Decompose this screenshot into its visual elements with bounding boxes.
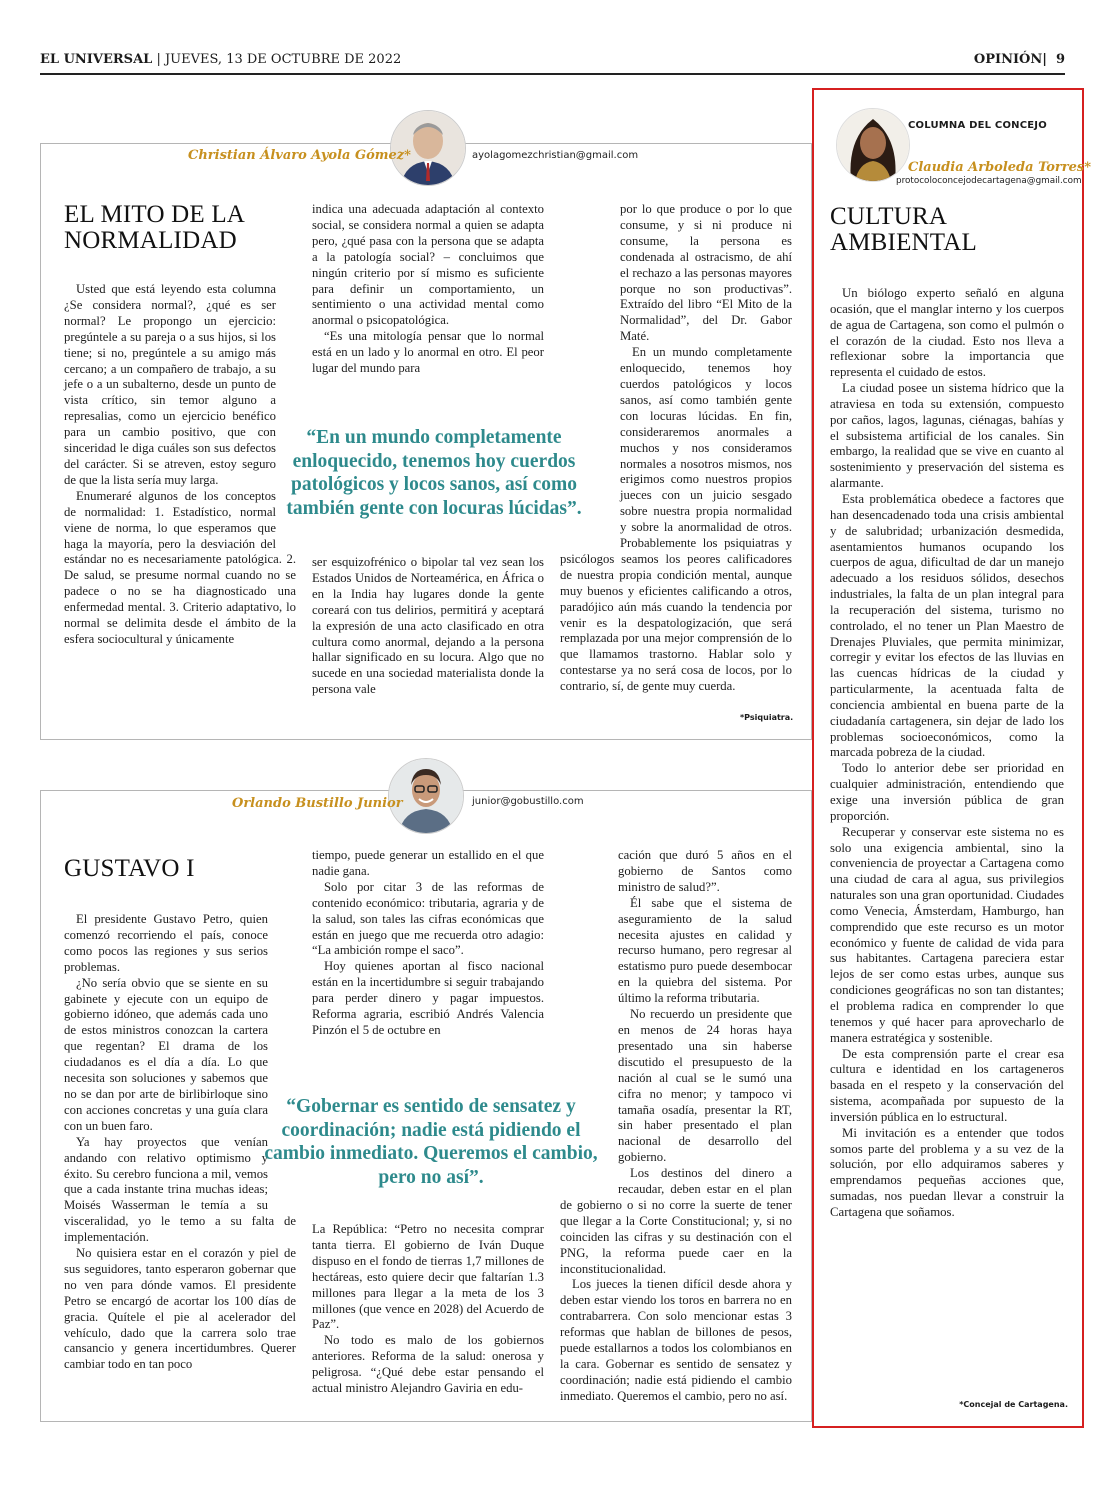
paragraph: Un biólogo experto señaló en alguna ocasión, que el manglar interno y los cuerpos de agua de Cartagena, son como el pulmón o el corazón de la ciudad. Esto nos lleva a reflexionar sobre la importancia que representa el cuidado de estos. bbox=[830, 286, 1064, 380]
paragraph: Solo por citar 3 de las reformas de contenido económico: tributaria, agraria y de la salud, son tales las cifras económicas que están en juego que me recuerda otro adagio: “La ambición rompe el saco”. bbox=[312, 879, 544, 958]
paragraph: Ya hay proyectos que venían andando con relativo optimismo y éxito. Su cerebro funciona a mil, vemos que a cada instante trina muchas ideas; Moisés Wasserman le temía a su visceralidad, yo le temo a su falta de implementación. bbox=[64, 1134, 296, 1245]
author-photo-arboleda bbox=[836, 108, 910, 182]
article1-column-2-top bbox=[312, 202, 544, 410]
author-footnote: *Psiquiatra. bbox=[740, 713, 794, 722]
article2-column-2-bottom bbox=[312, 1222, 544, 1412]
author-email[interactable]: ayolagomezchristian@gmail.com bbox=[472, 150, 639, 161]
headline-line-2: NORMALIDAD bbox=[64, 227, 237, 254]
sidebar-body bbox=[830, 286, 1064, 1396]
column-kicker: COLUMNA DEL CONCEJO bbox=[908, 120, 1047, 131]
paragraph: En un mundo completamente enloquecido, tenemos hoy cuerdos patológicos y locos sanos, así como también gente con locuras lúcidas. En fin, consideraremos anormales a muchos y nos consideramos normales a nosotros mismos, nos erigimos como nuestros propios jueces con un juicio sesgado sobre nuestra propia normalidad y sobre la anormalidad de otros. Probablemente los psiquiatras y psicólogos seamos los peores calificadores de nuestra propia condición mental, aunque muy buenos y eficientes calificando a otros, paradójico aún más cuando la tendencia por venir es la despatologización, que será remplazada por una mejor comprensión de lo que llamamos trastorno. Hablar solo y contestarse ya no será cosa de locos, por lo contrario, sí, de gente muy cuerda. bbox=[560, 345, 792, 694]
article1-column-3 bbox=[560, 202, 792, 722]
paragraph: Recuperar y conservar este sistema no es solo una exigencia ambiental, sino la conveniencia de proyectar a Cartagena como una ciudad de cara al agua, sus privilegios naturales son una gran oportunidad. Ciudades como Venecia, Ámsterdam, Hamburgo, han comprendido que este recurso es un motor económico y fuente de calidad de vida para sus habitantes. Cartagena pareciera estar lejos de ser como estas urbes, aunque sus condiciones geográficas no son tan distantes; el problema radica en comprender lo que tenemos y qué hacer para aprovecharlo de manera estratégica y sostenible. bbox=[830, 824, 1064, 1045]
paragraph: No quisiera estar en el corazón y piel de sus seguidores, tanto esperaron gobernar que no ven para dónde vamos. El presidente Petro se encargó de acortar los 100 días de gracia. Quítele el pie al acelerador del vehículo, dado que la carrera solo trae cansancio y genera incertidumbres. Querer cambiar todo en tan poco bbox=[64, 1246, 296, 1372]
paragraph: La ciudad posee un sistema hídrico que la atraviesa en toda su extensión, compuesto por caños, lagos, lagunas, ciénagas, bahías y el subsistema artificial de los canales. Sin embargo, la realidad que se vive en cuanto al sostenimiento y preservación del sistema es alarmante. bbox=[830, 381, 1064, 491]
author-footnote: *Concejal de Cartagena. bbox=[959, 1400, 1068, 1409]
author-avatar-icon bbox=[837, 109, 909, 181]
headline-line-1: CULTURA bbox=[830, 203, 948, 230]
paragraph: ser esquizofrénico o bipolar tal vez sean los Estados Unidos de Norteamérica, en África o en la India hay lugares donde la gente coreará con tus delirios, permitirá y aceptará la expresión de una acto clasificado en otra cultura como anormal, dejando a la persona hallar significado en su locura. Algo que no sucede en una sociedad materialista donde la persona vale bbox=[312, 555, 544, 697]
headline-line-2: AMBIENTAL bbox=[830, 229, 978, 256]
paragraph: Enumeraré algunos de los conceptos de normalidad: 1. Estadístico, normal viene de norma, lo que esperamos que haga la mayoría, pero la desviación del estándar no es necesariamente patológica. 2. De salud, se presume normal cuando no se padece o no se ha diagnosticado una enfermedad mental. 3. Criterio adaptativo, lo normal se delimita desde el ámbito de la esfera sociocultural y únicamente bbox=[64, 488, 296, 646]
author-email[interactable]: junior@gobustillo.com bbox=[472, 796, 584, 807]
masthead-rule bbox=[40, 73, 1065, 75]
section-label: OPINIÓN| bbox=[973, 52, 1047, 67]
headline-line-1: EL MITO DE LA bbox=[64, 201, 246, 228]
paragraph: No recuerdo un presidente que en menos de 24 horas haya presentado una sin haberse discutido el presupuesto de la nación al cual se le sumó una cifra no menor; y tampoco vi tamaña osadía, presentar la RT, sin haber presentado el plan nacional de desarrollo del gobierno. bbox=[618, 1007, 792, 1165]
paragraph: ¿No sería obvio que se siente en su gabinete y ejecute con un equipo de gobierno idóneo, que además cada uno de estos ministros conozcan la cartera que regentan? El drama de los ciudadanos es el día a día. Lo que necesita son soluciones y sabemos que no se dan por arte de birlibirloque sino con acciones concretas y una guía clara con un buen faro. bbox=[64, 975, 268, 1133]
masthead bbox=[40, 52, 1065, 72]
paragraph: Todo lo anterior debe ser prioridad en cualquier administración, entendiendo que exige una inversión pública de gran proporción. bbox=[830, 761, 1064, 823]
paragraph: Usted que está leyendo esta columna ¿Se considera normal?, ¿qué es ser normal? Le propongo un ejercicio: pregúntele a su pareja o a sus hijos, si los tiene; si no, pregúntele a su amigo más cercano; a un compañero de trabajo, a su jefe o a un subalterno, desde un punto de vista crítico, sin temor alguno a represalias, como un ejercicio benéfico para un cambio positivo, que con sinceridad le diga cuáles son sus defectos del carácter. Si se atreven, estoy seguro de que la lista sería muy larga. bbox=[64, 282, 276, 487]
headline: GUSTAVO I bbox=[64, 855, 195, 882]
paragraph: Mi invitación es a entender que todos somos parte del problema y a su vez de la solución, por ello adquiramos saberes y emprendamos pequeñas acciones que, sumadas, nos puedan llevar a construir la Cartagena que soñamos. bbox=[830, 1125, 1064, 1219]
paragraph: Esta problemática obedece a factores que han desencadenado toda una crisis ambiental y de salubridad; urbanización desmedida, asentamientos humanos ocupando los cuerpos de agua, dificultad de dar un manejo adecuado a los residuos sólidos, desechos industriales, la falta de un plan integral para la recuperación del sistema, turismo no controlado, el no tener un Plan Maestro de Drenajes Pluviales, que permita minimizar, corregir y evitar los efectos de las lluvias en las cuencas hídricas de la ciudad y particularmente, la acentuada falta de conciencia ambiental en buena parte de la ciudadanía cartagenera, sin dejar de lado los problemas socioeconómicos, como la marcada pobreza de la ciudad. bbox=[830, 491, 1064, 760]
headline bbox=[830, 204, 1060, 256]
article2-column-3 bbox=[560, 848, 792, 1408]
paragraph: cación que duró 5 años en el gobierno de Santos como ministro de salud?”. bbox=[618, 848, 792, 894]
paragraph: Él sabe que el sistema de aseguramiento de la salud necesita ajustes en calidad y recurso humano, pero regresar al estatismo puro puede desembocar en la quiebra del sistema. Por último la reforma tributaria. bbox=[618, 895, 792, 1006]
paragraph: De esta comprensión parte el crear esa cultura e identidad en los cartageneros basada en el respeto y la conservación del sistema, acompañada por supuesto de la inversión pública en lo estructural. bbox=[830, 1046, 1064, 1124]
paragraph: tiempo, puede generar un estallido en el que nadie gana. bbox=[312, 848, 544, 878]
paragraph: “Es una mitología pensar que lo normal está en un lado y lo anormal en otro. El peor lugar del mundo para bbox=[312, 329, 544, 376]
author-name: Christian Álvaro Ayola Gómez* bbox=[188, 148, 411, 163]
paragraph: Los jueces la tienen difícil desde ahora y deben estar viendo los toros en barrera no en contrabarrera. Con solo mencionar estas 3 reformas que hablan de billones de pesos, puede estallarnos a todos los colombianos en la cara. Gobernar es sentido de sensatez y coordinación; nadie está pidiendo el cambio inmediato. Queremos el cambio, pero no así. bbox=[560, 1277, 792, 1403]
paragraph: No todo es malo de los gobiernos anteriores. Reforma de la salud: onerosa y peligrosa. “¿Qué debe estar pensando el actual ministro Alejandro Gaviria en edu- bbox=[312, 1333, 544, 1396]
pull-quote: “En un mundo completamente enloquecido, tenemos hoy cuerdos patológicos y locos sanos, así como también gente con locuras lúcidas”. bbox=[286, 427, 582, 519]
page-number: 9 bbox=[1055, 52, 1065, 67]
author-name: Claudia Arboleda Torres* bbox=[908, 160, 1092, 175]
paragraph: por lo que produce o por lo que consume, y si ni produce ni consume, la persona es condenada al ostracismo, de ahí el rechazo a las personas mayores porque no son productivas”. Extraído del libro “El Mito de la Normalidad”, del Dr. Gabor Maté. bbox=[620, 202, 792, 344]
paragraph: La República: “Petro no necesita comprar tanta tierra. El gobierno de Iván Duque dispuso en el fondo de tierras 1,7 millones de hectáreas, esto quiere decir que faltarían 1.3 millones para llegar a la meta de los 3 millones (que vence en 2028) del Acuerdo de Paz”. bbox=[312, 1222, 544, 1332]
author-name: Orlando Bustillo Junior bbox=[232, 796, 403, 811]
paragraph: Los destinos del dinero a recaudar, deben estar en el plan de gobierno o si no corre la suerte de tener que llegar a la Corte Constitucional; y, si no coinciden las cifras y su destinación con el PNG, la reforma puede caer en la inconstitucionalidad. bbox=[560, 1166, 792, 1276]
headline bbox=[64, 202, 304, 254]
pull-quote: “Gobernar es sentido de sensatez y coordinación; nadie está pidiendo el cambio inmediato. Queremos el cambio, pero no así”. bbox=[264, 1096, 598, 1188]
paragraph: Hoy quienes aportan al fisco nacional están en la incertidumbre si seguir trabajando para perder dinero y pagar impuestos. Reforma agraria, escribió Andrés Valencia Pinzón el 5 de octubre en bbox=[312, 959, 544, 1037]
paragraph: indica una adecuada adaptación al contexto social, se considera normal a quien se adapta pero, ¿qué pasa con la persona que se adapta a la patología social? – concluimos que ningún criterio por sí mismo es suficiente para definir un comportamiento, un sentimiento o una actividad mental como anormal o psicopatológica. bbox=[312, 202, 544, 328]
sidebar-columna-concejo bbox=[812, 88, 1092, 1428]
issue-date: | JUEVES, 13 DE OCTUBRE DE 2022 bbox=[156, 52, 402, 67]
paper-name: EL UNIVERSAL bbox=[40, 52, 153, 67]
article1-column-2-bottom bbox=[312, 555, 544, 725]
author-email[interactable]: protocoloconcejodecartagena@gmail.com bbox=[896, 176, 1082, 186]
paragraph: El presidente Gustavo Petro, quien comenzó recorriendo el país, conoce como pocos las regiones y sus serios problemas. bbox=[64, 912, 268, 974]
article2-column-2-top bbox=[312, 848, 544, 1058]
